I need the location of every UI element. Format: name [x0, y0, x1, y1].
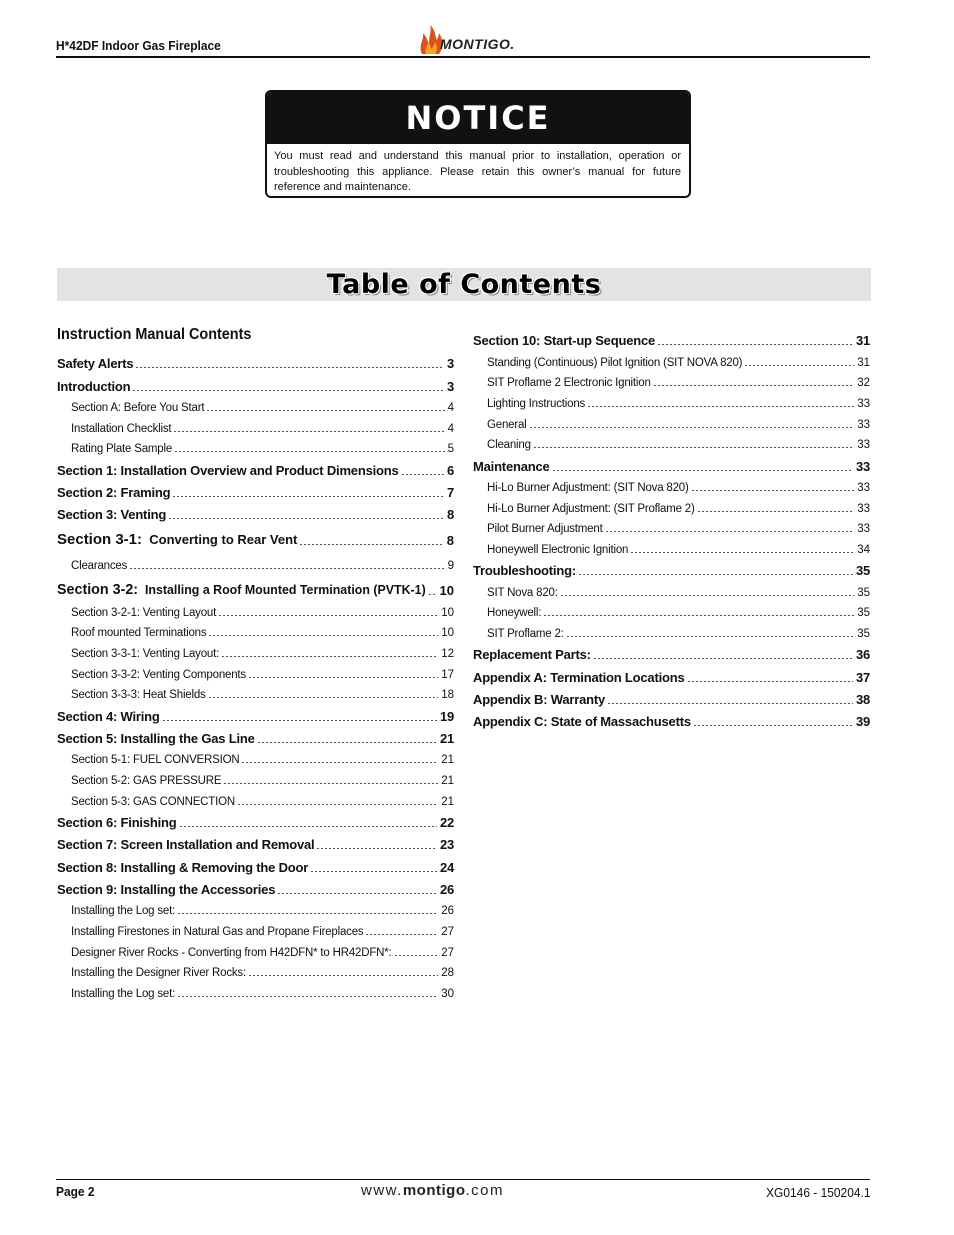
document-code: XG0146 - 150204.1: [765, 1185, 870, 1200]
toc-entry-label: Section 3-2-1: Venting Layout: [71, 606, 217, 619]
toc-entry-page: 35: [857, 586, 870, 599]
toc-entry-label: Section 4: Wiring: [57, 708, 160, 724]
toc-entry-label: Maintenance: [473, 458, 550, 474]
toc-entry[interactable]: [57, 660, 454, 681]
toc-entry[interactable]: [57, 435, 454, 456]
toc-entry-page: 9: [447, 560, 454, 573]
toc-entry[interactable]: [57, 875, 454, 897]
toc-entry[interactable]: [473, 326, 870, 348]
toc-entry-title: [487, 544, 628, 556]
toc-entry-page: 33: [857, 482, 870, 495]
dot-leader: [697, 511, 855, 512]
toc-entry-label: Honeywell Electronic Ignition: [487, 543, 629, 556]
dot-leader: [135, 367, 444, 368]
toc-entry-label: SIT Proflame 2 Electronic Ignition: [487, 377, 651, 390]
toc-entry-title: [473, 670, 685, 685]
toc-entry-title: [57, 531, 297, 548]
dot-leader: [529, 427, 855, 428]
toc-entry-title: [473, 459, 550, 474]
dot-leader: [593, 658, 853, 659]
toc-entry-label: Section 3-3-3: Heat Shields: [71, 689, 206, 702]
toc-right-column: [473, 326, 870, 729]
toc-entry-page: 21: [441, 754, 454, 767]
toc-entry[interactable]: [57, 808, 454, 830]
toc-entry-title: [71, 423, 171, 435]
toc-entry-title: [487, 377, 651, 389]
dot-leader: [277, 893, 437, 894]
toc-entry[interactable]: [57, 500, 454, 522]
toc-entry-label: Section 1: Installation Overview and Product Dimensions: [57, 462, 399, 478]
toc-entry-title: [57, 882, 275, 897]
url-brand: montigo: [402, 1182, 466, 1199]
url-prefix: www.: [361, 1182, 403, 1199]
toc-entry[interactable]: [473, 369, 870, 390]
toc-entry-label: Section 3-3-1: Venting Layout:: [71, 648, 220, 661]
footer-divider: [56, 1179, 870, 1180]
toc-entry-page: 26: [441, 905, 454, 918]
toc-entry-page: 33: [857, 523, 870, 536]
toc-entry-label: Pilot Burner Adjustment: [487, 523, 603, 536]
dot-leader: [221, 656, 438, 657]
toc-entry[interactable]: [473, 556, 870, 578]
dot-leader: [630, 552, 854, 553]
toc-entry[interactable]: [57, 349, 454, 371]
toc-entry-page: 38: [855, 691, 870, 707]
toc-entry-page: 33: [857, 439, 870, 452]
dot-leader: [543, 615, 854, 616]
toc-entry-label: SIT Nova 820:: [487, 586, 558, 599]
toc-entry-title: [71, 947, 392, 959]
toc-entry-title: [57, 379, 130, 394]
toc-entry-label: Roof mounted Terminations: [71, 627, 207, 640]
toc-entry-label: Section 3: Venting: [57, 507, 167, 523]
toc-entry-title: [71, 905, 175, 917]
toc-entry-title: [487, 587, 558, 599]
dot-leader: [607, 703, 853, 704]
toc-entry-title: [71, 607, 216, 619]
toc-entry-label: Installing the Log set:: [71, 905, 176, 918]
url-suffix: .com: [465, 1182, 505, 1199]
toc-entry-page: 28: [441, 967, 454, 980]
toc-entry[interactable]: [473, 599, 870, 620]
toc-entry-page: 39: [855, 714, 870, 730]
toc-entry[interactable]: [57, 979, 454, 1000]
toc-entry[interactable]: [57, 746, 454, 767]
toc-entry[interactable]: [473, 348, 870, 369]
toc-entry-title: [57, 507, 166, 522]
toc-entry-label: SIT Proflame 2:: [487, 628, 564, 641]
toc-entry[interactable]: [473, 389, 870, 410]
toc-entry-label: Section 5-3: GAS CONNECTION: [71, 795, 235, 808]
toc-entry-title: [473, 647, 591, 662]
dot-leader: [208, 697, 439, 698]
toc-entry[interactable]: [57, 572, 454, 598]
toc-entry-label: Hi-Lo Burner Adjustment: (SIT Proflame 2): [487, 502, 695, 515]
toc-entry-title: [71, 560, 127, 572]
toc-entry-title: [71, 402, 204, 414]
toc-entry[interactable]: [57, 548, 454, 572]
dot-leader: [605, 531, 855, 532]
dot-leader: [691, 490, 855, 491]
dot-leader: [428, 594, 437, 595]
toc-entry-label: Section 8: Installing & Removing the Door: [57, 859, 309, 875]
dot-leader: [560, 595, 855, 596]
dot-leader: [533, 447, 854, 448]
dot-leader: [365, 934, 438, 935]
toc-title: Table of Contents: [326, 269, 602, 300]
toc-entry-title: [57, 485, 170, 500]
toc-entry-title: [473, 714, 691, 729]
dot-leader: [132, 390, 444, 391]
toc-entry-page: 31: [857, 356, 870, 369]
toc-entry-label: Clearances: [71, 560, 128, 573]
toc-entry-title: [487, 482, 689, 494]
toc-entry[interactable]: [57, 639, 454, 660]
toc-entry-label: Section 5: Installing the Gas Line: [57, 730, 255, 746]
toc-entry[interactable]: [57, 830, 454, 852]
toc-entry-label: Safety Alerts: [57, 356, 134, 372]
toc-entry[interactable]: [473, 640, 870, 662]
toc-entry-label: Section A: Before You Start: [71, 402, 205, 415]
toc-entry-label: Appendix A: Termination Locations: [473, 669, 685, 685]
toc-entry-label: Converting to Rear Vent: [149, 532, 298, 548]
toc-entry-label: Cleaning: [487, 439, 531, 452]
toc-heading: Instruction Manual Contents: [57, 326, 252, 343]
dot-leader: [168, 518, 444, 519]
dot-leader: [578, 574, 853, 575]
toc-banner: [57, 268, 871, 301]
toc-entry-page: 18: [441, 689, 454, 702]
dot-leader: [206, 410, 444, 411]
toc-entry-label: Section 7: Screen Installation and Removal: [57, 837, 315, 853]
toc-entry[interactable]: [57, 959, 454, 980]
toc-entry-page: 34: [857, 543, 870, 556]
toc-entry-prefix: Section 3-2:: [57, 581, 139, 599]
dot-leader: [173, 431, 444, 432]
toc-entry-page: 23: [439, 837, 454, 853]
website-link[interactable]: [361, 1182, 504, 1199]
toc-entry-title: [487, 607, 541, 619]
dot-leader: [177, 996, 438, 997]
toc-entry-page: 7: [446, 484, 454, 500]
toc-entry-title: [71, 796, 235, 808]
header-divider: [56, 56, 870, 58]
toc-entry-title: [57, 581, 426, 598]
toc-entry-label: Appendix C: State of Massachusetts: [473, 714, 691, 730]
toc-entry[interactable]: [57, 852, 454, 874]
toc-entry-title: [487, 398, 585, 410]
toc-entry[interactable]: [473, 410, 870, 431]
dot-leader: [129, 568, 444, 569]
toc-entry[interactable]: [57, 598, 454, 619]
toc-entry-title: [57, 731, 255, 746]
toc-entry[interactable]: [57, 897, 454, 918]
toc-entry[interactable]: [57, 414, 454, 435]
toc-entry[interactable]: [473, 662, 870, 684]
toc-entry-page: 36: [855, 647, 870, 663]
toc-entry-label: Section 5-2: GAS PRESSURE: [71, 775, 222, 788]
toc-entry-page: 3: [446, 356, 454, 372]
toc-entry-page: 22: [439, 814, 454, 830]
dot-leader: [177, 913, 438, 914]
toc-entry-title: [57, 709, 160, 724]
toc-entry-title: [487, 628, 564, 640]
toc-entry-page: 33: [857, 502, 870, 515]
toc-entry-title: [473, 563, 576, 578]
dot-leader: [401, 474, 444, 475]
toc-entry[interactable]: [57, 619, 454, 640]
dot-leader: [744, 365, 854, 366]
toc-entry-page: 35: [857, 628, 870, 641]
toc-entry-page: 33: [855, 458, 870, 474]
montigo-logo: [418, 25, 515, 55]
toc-entry-label: Designer River Rocks - Converting from H42DFN* to HR42DFN*:: [71, 946, 392, 959]
toc-entry-label: Replacement Parts:: [473, 647, 591, 663]
toc-entry-title: [487, 357, 742, 369]
toc-entry-page: 32: [857, 377, 870, 390]
toc-entry-label: Introduction: [57, 378, 131, 394]
toc-entry-title: [71, 754, 239, 766]
toc-entry-page: 10: [439, 583, 454, 599]
dot-leader: [208, 635, 438, 636]
toc-entry-page: 26: [439, 881, 454, 897]
notice-title: NOTICE: [267, 92, 689, 144]
dot-leader: [687, 681, 853, 682]
notice-text: You must read and understand this manual prior to installation, operation or troubleshooting this appliance. Please retain this owner’s manual for future reference and maintenance.: [274, 150, 681, 193]
dot-leader: [566, 636, 855, 637]
logo-wordmark: MONTIGO.: [440, 36, 515, 52]
toc-entry[interactable]: [473, 619, 870, 640]
toc-entry-title: [71, 926, 363, 938]
toc-entry-label: Installing the Log set:: [71, 987, 176, 1000]
toc-entry-label: Section 5-1: FUEL CONVERSION: [71, 754, 240, 767]
dot-leader: [223, 783, 438, 784]
toc-entry-title: [473, 333, 655, 348]
toc-entry-page: 27: [441, 925, 454, 938]
toc-entry-page: 4: [447, 402, 454, 415]
dot-leader: [653, 385, 855, 386]
toc-entry-page: 30: [441, 987, 454, 1000]
toc-entry-page: 4: [447, 422, 454, 435]
toc-entry[interactable]: [473, 535, 870, 556]
toc-entry-prefix: Section 3-1:: [57, 531, 143, 549]
dot-leader: [310, 871, 437, 872]
toc-entry-title: [71, 669, 246, 681]
toc-entry-title: [71, 988, 175, 1000]
toc-entry[interactable]: [57, 724, 454, 746]
toc-entry-page: 6: [446, 462, 454, 478]
toc-entry-title: [57, 837, 314, 852]
dot-leader: [257, 742, 437, 743]
toc-entry-title: [57, 815, 177, 830]
toc-entry[interactable]: [57, 938, 454, 959]
toc-entry-title: [71, 689, 206, 701]
toc-entry[interactable]: [473, 515, 870, 536]
dot-leader: [241, 762, 438, 763]
toc-entry-label: Installing Firestones in Natural Gas and Propane Fireplaces: [71, 925, 364, 938]
document-title: H*42DF Indoor Gas Fireplace: [56, 38, 221, 53]
toc-entry-title: [57, 356, 133, 371]
dot-leader: [299, 544, 443, 545]
toc-entry[interactable]: [473, 451, 870, 473]
toc-entry-label: Appendix B: Warranty: [473, 691, 606, 707]
toc-entry[interactable]: [57, 917, 454, 938]
dot-leader: [162, 720, 437, 721]
toc-entry-title: [71, 627, 206, 639]
toc-entry-page: 8: [446, 533, 454, 549]
dot-leader: [174, 451, 445, 452]
toc-entry-label: General: [487, 418, 527, 431]
dot-leader: [657, 344, 853, 345]
toc-entry-page: 31: [855, 333, 870, 349]
toc-entry-label: Section 3-3-2: Venting Components: [71, 668, 246, 681]
toc-entry[interactable]: [57, 455, 454, 477]
toc-entry-label: Section 9: Installing the Accessories: [57, 881, 276, 897]
toc-entry[interactable]: [57, 478, 454, 500]
toc-entry[interactable]: [473, 578, 870, 599]
toc-entry-page: 21: [439, 730, 454, 746]
page-number: Page 2: [56, 1184, 95, 1199]
toc-entry[interactable]: [57, 394, 454, 415]
notice-box: [265, 90, 691, 198]
toc-left-column: [57, 326, 454, 1000]
toc-entry[interactable]: [57, 681, 454, 702]
toc-entry-page: 3: [446, 378, 454, 394]
dot-leader: [237, 804, 438, 805]
toc-entry[interactable]: [473, 431, 870, 452]
toc-entry-label: Section 2: Framing: [57, 484, 171, 500]
toc-entry-page: 35: [857, 607, 870, 620]
toc-entry-title: [57, 463, 399, 478]
toc-entry-title: [487, 439, 531, 451]
toc-entry-title: [487, 419, 527, 431]
toc-entry-label: Installing the Designer River Rocks:: [71, 967, 246, 980]
toc-entry-label: Rating Plate Sample: [71, 443, 173, 456]
toc-entry-page: 27: [441, 946, 454, 959]
toc-entry-title: [487, 503, 695, 515]
toc-entry-label: Honeywell:: [487, 607, 542, 620]
toc-entry[interactable]: [473, 494, 870, 515]
dot-leader: [218, 615, 438, 616]
toc-entry[interactable]: [473, 707, 870, 729]
toc-entry-label: Section 10: Start-up Sequence: [473, 333, 656, 349]
toc-entry-label: Lighting Instructions: [487, 398, 586, 411]
dot-leader: [172, 496, 444, 497]
toc-entry-page: 37: [855, 669, 870, 685]
toc-entry-page: 24: [439, 859, 454, 875]
toc-entry[interactable]: [57, 787, 454, 808]
toc-entry-label: Installing a Roof Mounted Termination (PVTK-1): [144, 582, 426, 598]
toc-entry-title: [57, 860, 308, 875]
toc-entry-label: Troubleshooting:: [473, 563, 576, 579]
dot-leader: [248, 975, 438, 976]
toc-entry-page: 5: [447, 443, 454, 456]
toc-entry-page: 12: [441, 648, 454, 661]
toc-entry-page: 17: [441, 668, 454, 681]
toc-entry-page: 21: [441, 775, 454, 788]
toc-entry[interactable]: [57, 701, 454, 723]
dot-leader: [587, 406, 854, 407]
toc-entry-title: [71, 443, 172, 455]
toc-entry-title: [71, 967, 246, 979]
dot-leader: [394, 955, 439, 956]
toc-entry-title: [71, 775, 221, 787]
toc-entry-page: 10: [441, 606, 454, 619]
toc-entry-label: Installation Checklist: [71, 422, 172, 435]
toc-entry-label: Standing (Continuous) Pilot Ignition (SIT NOVA 820): [487, 356, 743, 369]
dot-leader: [179, 826, 437, 827]
dot-leader: [248, 677, 438, 678]
toc-entry[interactable]: [57, 371, 454, 393]
toc-entry-title: [487, 523, 603, 535]
toc-entry[interactable]: [473, 474, 870, 495]
toc-entry-page: 33: [857, 418, 870, 431]
toc-entry-label: Section 6: Finishing: [57, 814, 177, 830]
dot-leader: [693, 725, 853, 726]
toc-entry-title: [71, 648, 219, 660]
toc-entry[interactable]: [57, 522, 454, 548]
toc-entry-label: Hi-Lo Burner Adjustment: (SIT Nova 820): [487, 482, 689, 495]
toc-entry-page: 33: [857, 398, 870, 411]
toc-entry-page: 21: [441, 795, 454, 808]
dot-leader: [552, 470, 853, 471]
toc-entry-page: 35: [855, 563, 870, 579]
toc-entry-title: [473, 692, 605, 707]
toc-entry-page: 10: [441, 627, 454, 640]
toc-entry[interactable]: [57, 766, 454, 787]
toc-entry-page: 19: [439, 708, 454, 724]
toc-entry-page: 8: [446, 507, 454, 523]
toc-entry[interactable]: [473, 685, 870, 707]
dot-leader: [316, 848, 436, 849]
